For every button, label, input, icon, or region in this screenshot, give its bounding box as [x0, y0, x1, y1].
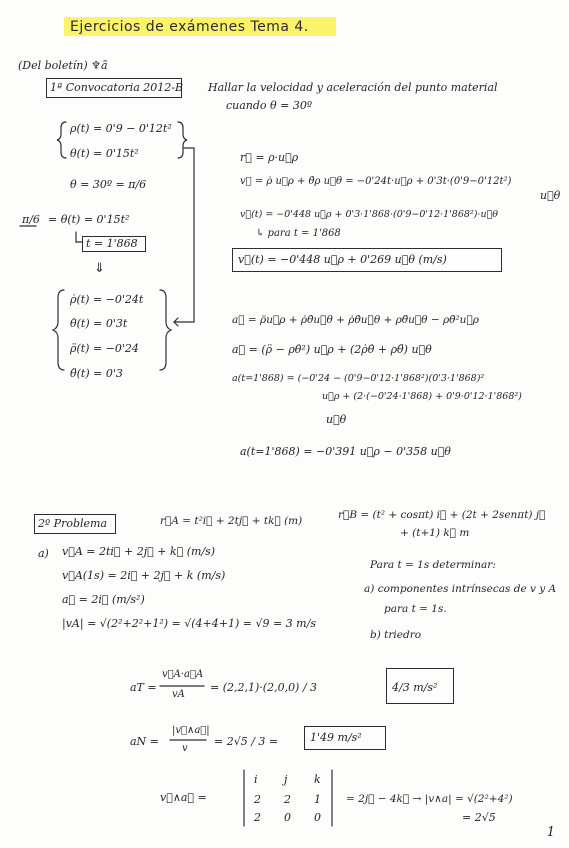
acceleration-result: a(t=1'868) = −0'391 u⃗ρ − 0'358 u⃗θ — [240, 445, 451, 458]
velocity-substituted: v⃗(t) = −0'448 u⃗ρ + 0'3·1'868·(0'9−0'12·1'868²)·u⃗θ — [240, 209, 498, 220]
an-frac-num: |v⃗∧a⃗| — [172, 725, 210, 736]
velocity-result: v⃗(t) = −0'448 u⃗ρ + 0'269 u⃗θ (m/s) — [238, 253, 447, 266]
acceleration-expanded: a⃗ = ρ̈u⃗ρ + ρ̇θ̇u⃗θ + ρ̇θ̇u⃗θ + ρθ̈u⃗θ − ρθ̇²u⃗ρ — [232, 314, 479, 326]
at-lhs: aT = — [130, 681, 157, 694]
statement-line-2: cuando θ = 30º — [226, 99, 313, 112]
task-line-1: Para t = 1s determinar: — [370, 559, 496, 571]
t-value: t = 1'868 — [86, 237, 138, 250]
matrix-r0c2: k — [314, 773, 321, 786]
matrix-r1c2: 1 — [314, 793, 321, 806]
part-a-label: a) — [38, 547, 49, 560]
acceleration-subst-1: a(t=1'868) = (−0'24 − (0'9−0'12·1'868²)(0'3·1'868)² — [232, 373, 485, 384]
convocatoria-label: 1ª Convocatoria 2012-B — [50, 81, 184, 94]
cross-result-2: = 2√5 — [462, 811, 496, 824]
speed-magnitude: |vA| = √(2²+2²+1²) = √(4+4+1) = √9 = 3 m/s — [62, 617, 316, 630]
matrix-r2c1: 0 — [284, 811, 291, 824]
matrix-r0c0: i — [254, 773, 258, 786]
statement-line-1: Hallar la velocidad y aceleración del punto material — [208, 81, 498, 94]
at-result: 4/3 m/s² — [392, 681, 438, 694]
source-note: (Del boletín) ♆ã — [18, 59, 108, 72]
problem2-label: 2º Problema — [38, 517, 108, 530]
deriv-rho-dot: ρ̇(t) = −0'24t — [70, 293, 144, 306]
given-rho: ρ(t) = 0'9 − 0'12t² — [70, 122, 172, 135]
at-middle: = (2,2,1)·(2,0,0) / 3 — [210, 681, 318, 694]
pi6-label: π/6 — [22, 213, 40, 226]
acceleration-grouped: a⃗ = (ρ̈ − ρθ̇²) u⃗ρ + (2ρ̇θ̇ + ρθ̈) u⃗θ — [232, 343, 432, 356]
position-b-2: + (t+1) k⃗ m — [400, 527, 470, 539]
an-lhs: aN = — [130, 735, 159, 748]
matrix-r2c2: 0 — [314, 811, 321, 824]
an-frac-den: v — [182, 743, 188, 754]
at-frac-num: v⃗A·a⃗A — [162, 669, 204, 680]
given-theta: θ(t) = 0'15t² — [70, 147, 139, 160]
matrix-r0c1: j — [284, 773, 288, 786]
velocity-expression: v⃗ = ρ̇ u⃗ρ + θ̇ρ u⃗θ = −0'24t·u⃗ρ + 0'3t·(0'9−0'12t²) — [240, 176, 512, 187]
an-middle: = 2√5 / 3 = — [214, 735, 279, 748]
deriv-rho-ddot: ρ̈(t) = −0'24 — [70, 342, 139, 355]
page-number: 1 — [546, 825, 555, 840]
matrix-r1c0: 2 — [254, 793, 261, 806]
theta-equation: = θ(t) = 0'15t² — [48, 213, 130, 226]
task-line-4: b) triedro — [370, 629, 422, 641]
cross-lhs: v⃗∧a⃗ = — [160, 791, 207, 804]
deriv-theta-dot: θ̇(t) = 0'3t — [70, 317, 128, 330]
down-arrow: ⇓ — [94, 261, 105, 276]
page-title: Ejercicios de exámenes Tema 4. — [70, 19, 309, 35]
velocity-u-theta: u⃗θ — [540, 189, 561, 202]
task-line-2: a) componentes intrínsecas de v y A — [364, 583, 557, 595]
acceleration-subst-2: u⃗ρ + (2·(−0'24·1'868) + 0'9·0'12·1'868²) — [322, 391, 522, 402]
position-b: r⃗B = (t² + cosπt) i⃗ + (2t + 2senπt) j⃗ — [338, 509, 546, 521]
given-theta-value: θ = 30º = π/6 — [70, 178, 147, 191]
acceleration-u-theta: u⃗θ — [326, 413, 347, 426]
at-frac-den: vA — [172, 689, 185, 700]
acceleration-a: a⃗ = 2i⃗ (m/s²) — [62, 593, 145, 606]
an-result: 1'49 m/s² — [310, 731, 362, 744]
va-expression: v⃗A = 2ti⃗ + 2j⃗ + k⃗ (m/s) — [62, 545, 216, 558]
matrix-r1c1: 2 — [284, 793, 291, 806]
va-at-1s: v⃗A(1s) = 2i⃗ + 2j⃗ + k (m/s) — [62, 569, 226, 582]
task-line-3: para t = 1s. — [384, 603, 447, 615]
cross-result: = 2j⃗ − 4k⃗ → |v∧a| = √(2²+4²) — [346, 793, 513, 805]
position-a: r⃗A = t²i⃗ + 2tj⃗ + tk⃗ (m) — [160, 515, 303, 527]
position-vector: r⃗ = ρ·u⃗ρ — [240, 151, 299, 164]
velocity-note: ↳ para t = 1'868 — [256, 228, 341, 239]
deriv-theta-ddot: θ̈(t) = 0'3 — [70, 367, 123, 380]
matrix-r2c0: 2 — [254, 811, 261, 824]
